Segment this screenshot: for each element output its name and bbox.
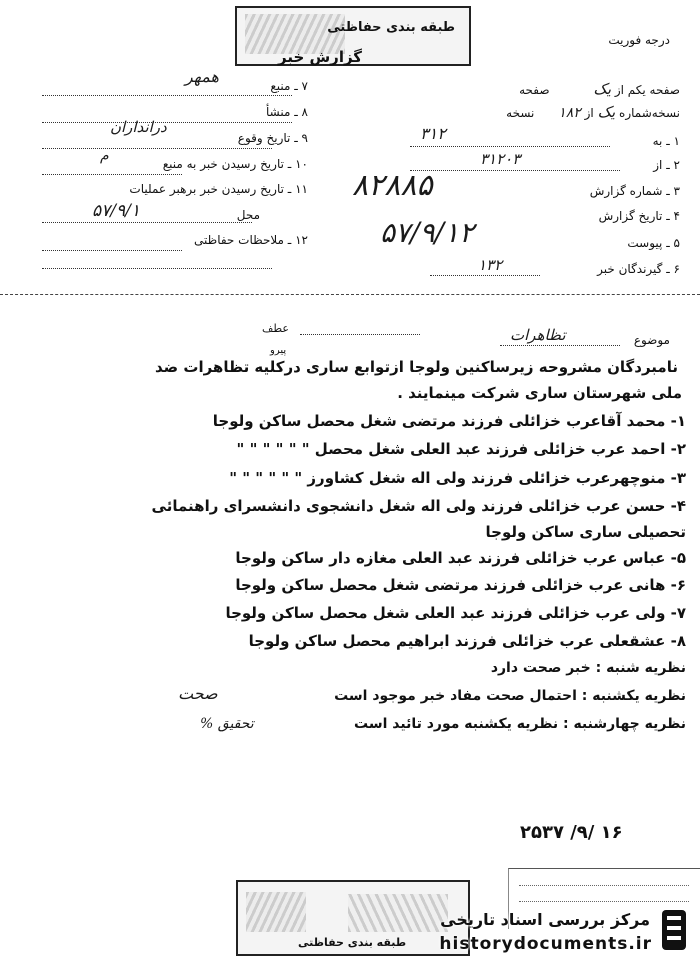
field-11: ۱۱ ـ تاریخ رسیدن خبر برهبر عملیات [129,182,308,196]
field-5: ۵ ـ پیوست [627,236,680,250]
field-12: ۱۲ ـ ملاحظات حفاظتی [194,233,308,247]
subject-label: موضوع [633,333,670,347]
reference-note: عطف [262,322,289,335]
field-2-handwriting: ۳۱۲۰۳ [480,150,521,168]
watermark-url: historydocuments.ir [439,934,652,954]
body-line-3: ۱- محمد آقاعرب خزائلی فرزند مرتضی شغل محصل ساکن ولوجا [212,412,686,430]
field-3: ۳ ـ شماره گزارش [589,184,680,198]
report-title: گزارش خبر [278,48,363,66]
field-location-handwriting: ۵۷/۹/۱ [92,201,140,221]
field-6-handwriting: ۱۳۲ [478,256,503,274]
body-line-11: ۸- عشقعلی عرب خزائلی فرزند ابراهیم محصل ساکن ولوجا [248,632,686,650]
stamp-scribble-bottom [246,892,306,932]
field-10-handwriting: م [100,148,109,164]
field-9: ۹ ـ تاریخ وقوع [237,131,308,145]
watermark-logo-icon [662,910,686,950]
followup-note: پیرو [270,345,287,356]
field-number: ۷ [301,79,308,93]
field-7-handwriting: همهر [185,67,219,86]
body-line-8: ۵- عباس عرب خزائلی فرزند عبد العلی مغازه دار ساکن ولوجا [235,549,686,567]
field-2: ۲ ـ از [653,158,680,172]
field-8: ۸ ـ منشأ [265,105,308,119]
field-7: ۷ ـ منبع [270,79,308,93]
body-line-10: ۷- ولی عرب خزائلی فرزند عبد العلی شغل محصل ساکن ولوجا [225,604,686,622]
field-1-handwriting: ۳۱۲ [420,124,446,143]
field-6: ۶ ـ گیرندگان خبر [597,262,680,276]
margin-note-wednesday: % تحقیق [200,716,254,732]
classification-label-top: طبقه بندی حفاظتی [327,20,455,35]
page-of-field: صفحه یکم از یک صفحه [519,80,680,98]
field-10: ۱۰ ـ تاریخ رسیدن خبر به منبع [162,157,308,171]
body-line-5: ۳- منوچهرعرب خزائلی فرزند ولی اله شغل کشاورز " " " " " " [229,469,686,487]
field-4: ۴ ـ تاریخ گزارش [598,209,680,223]
field-3-handwriting: ۸۲۸۸۵ [352,168,433,203]
margin-note-sunday: صحت [178,684,218,703]
body-line-1: نامبردگان مشروحه زیرساکنین ولوجا ازتوابع ساری درکلیه تظاهرات ضد [155,358,678,376]
body-line-2: ملی شهرستان ساری شرکت مینمایند . [397,384,682,402]
body-line-9: ۶- هانی عرب خزائلی فرزند مرتضی شغل محصل ساکن ولوجا [235,576,686,594]
body-line-4: ۲- احمد عرب خزائلی فرزند عبد العلی شغل محصل " " " " " " [236,440,686,458]
classification-label-bottom: طبقه بندی حفاظتی [298,936,407,949]
opinion-sunday: نظریه یکشنبه : احتمال صحت مفاد خبر موجود است [334,688,686,704]
field-1: ۱ ـ به [652,134,680,148]
opinion-saturday: نظریه شنبه : خبر صحت دارد [490,660,686,676]
field-9-handwriting: درانداران [110,118,167,136]
subject-handwriting: تظاهرات [510,326,566,344]
copy-number-field: نسخه‌شماره یک از ۱۸۲ نسخه [506,103,680,121]
stamp-scribble-bottom-2 [348,894,448,932]
body-line-7: تحصیلی ساری ساکن ولوجا [485,523,686,541]
classification-stamp-bottom [236,880,470,956]
watermark-title: مرکز بررسی اسناد تاریخی [440,910,650,929]
opinion-wednesday: نظریه چهارشنبه : نظریه یکشنبه مورد تائید است [354,716,686,732]
date-stamp: ۲۵۳۷ /۹/ ۱۶ [520,822,623,843]
section-divider [0,294,700,295]
body-line-6: ۴- حسن عرب خزائلی فرزند ولی اله شغل دانشجوی دانشسرای راهنمائی [151,497,686,515]
priority-label: درجه فوریت [608,33,670,47]
field-4-handwriting: ۵۷/۹/۱۲ [380,216,475,249]
field-label: منبع [270,79,291,93]
field-location: محل [236,208,260,222]
